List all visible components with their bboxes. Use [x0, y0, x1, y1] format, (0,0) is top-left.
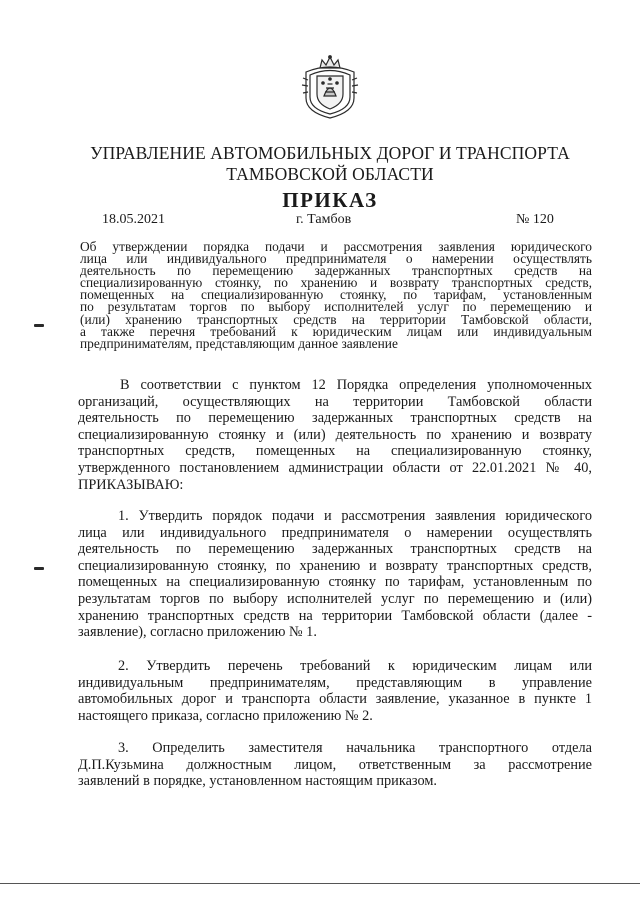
- item-line: заявление), согласно приложению № 1.: [78, 624, 317, 641]
- subject-line: Об утверждении порядка подачи и рассмотрения заявления юридического: [80, 239, 592, 254]
- margin-mark: [34, 324, 44, 327]
- document-city: г. Тамбов: [296, 212, 352, 227]
- preamble-line: организаций, осуществляющих на территории Тамбовской области: [78, 393, 592, 410]
- organization-name-line1: УПРАВЛЕНИЕ АВТОМОБИЛЬНЫХ ДОРОГ И ТРАНСПОРТА: [90, 143, 570, 163]
- item-line: деятельность по перемещению задержанных транспортных средств на: [78, 541, 592, 558]
- subject-line: деятельность по перемещению задержанных транспортных средств на: [80, 263, 592, 279]
- item-line: 1. Утвердить порядок подачи и рассмотрения заявления юридического: [118, 508, 592, 524]
- item-line: лица или индивидуального предпринимателя о намерении осуществлять: [78, 524, 592, 541]
- subject-line: (или) хранению транспортных средств на территории Тамбовской области,: [80, 311, 592, 327]
- item-line: хранению транспортных средств на территории Тамбовской области (далее -: [78, 607, 592, 624]
- item-line: 3. Определить заместителя начальника транспортного отдела: [118, 740, 592, 756]
- subject-line: помещенных на специализированную стоянку, по тарифам, установленным: [80, 287, 592, 303]
- preamble-line: утвержденного постановлением администрации области от 22.01.2021 № 40,: [78, 459, 592, 476]
- document-date: 18.05.2021: [102, 212, 165, 227]
- order-item-1: [78, 508, 592, 641]
- item-line: помещенных на специализированную стоянку по тарифам, установленным по: [78, 574, 592, 591]
- item-line: специализированную стоянку, по хранению и возврату транспортных средств,: [78, 557, 592, 574]
- order-item-3: [78, 740, 592, 790]
- order-item-2: [78, 658, 592, 724]
- document-type-title: ПРИКАЗ: [282, 188, 378, 212]
- order-keyword: ПРИКАЗЫВАЮ:: [78, 476, 184, 493]
- item-line: результатам торгов по выбору исполнителей услуг по перемещению и (или): [78, 590, 592, 607]
- preamble-line: специализированную стоянку и (или) деятельность по хранению и возврату: [78, 426, 592, 443]
- preamble-line: В соответствии с пунктом 12 Порядка определения уполномоченных: [120, 377, 592, 393]
- order-subject: [80, 241, 592, 350]
- item-line: заявлений в порядке, установленном настоящим приказом.: [78, 773, 437, 790]
- subject-line: а также перечня требований к юридическим лицам или индивидуальным: [80, 323, 592, 339]
- item-line: Д.П.Кузьмина должностным лицом, ответственным за рассмотрение: [78, 756, 592, 773]
- subject-line: по результатам торгов по выбору исполнителей услуг по перемещению и: [80, 299, 592, 315]
- preamble-paragraph: [78, 377, 592, 493]
- item-line: настоящего приказа, согласно приложению № 2.: [78, 707, 373, 724]
- page-bottom-rule: [0, 883, 640, 884]
- preamble-line: деятельность по перемещению задержанных транспортных средств на: [78, 410, 592, 427]
- organization-name-line2: ТАМБОВСКОЙ ОБЛАСТИ: [226, 164, 434, 184]
- item-line: индивидуальным предпринимателям, представляющим в управление: [78, 674, 592, 691]
- item-line: автомобильных дорог и транспорта области заявление, указанное в пункте 1: [78, 691, 592, 708]
- margin-mark: [34, 567, 44, 570]
- subject-line: специализированную стоянку, по хранению и возврату транспортных средств,: [80, 275, 592, 291]
- subject-line: лица или индивидуального предпринимателя о намерении осуществлять: [80, 251, 592, 267]
- item-line: 2. Утвердить перечень требований к юридическим лицам или: [118, 658, 592, 674]
- subject-line: предпринимателям, представляющим данное заявление: [80, 335, 398, 351]
- preamble-line: транспортных средств, помещенных на специализированную стоянку,: [78, 443, 592, 460]
- document-number: № 120: [516, 212, 554, 227]
- coat-of-arms-icon: [300, 54, 360, 120]
